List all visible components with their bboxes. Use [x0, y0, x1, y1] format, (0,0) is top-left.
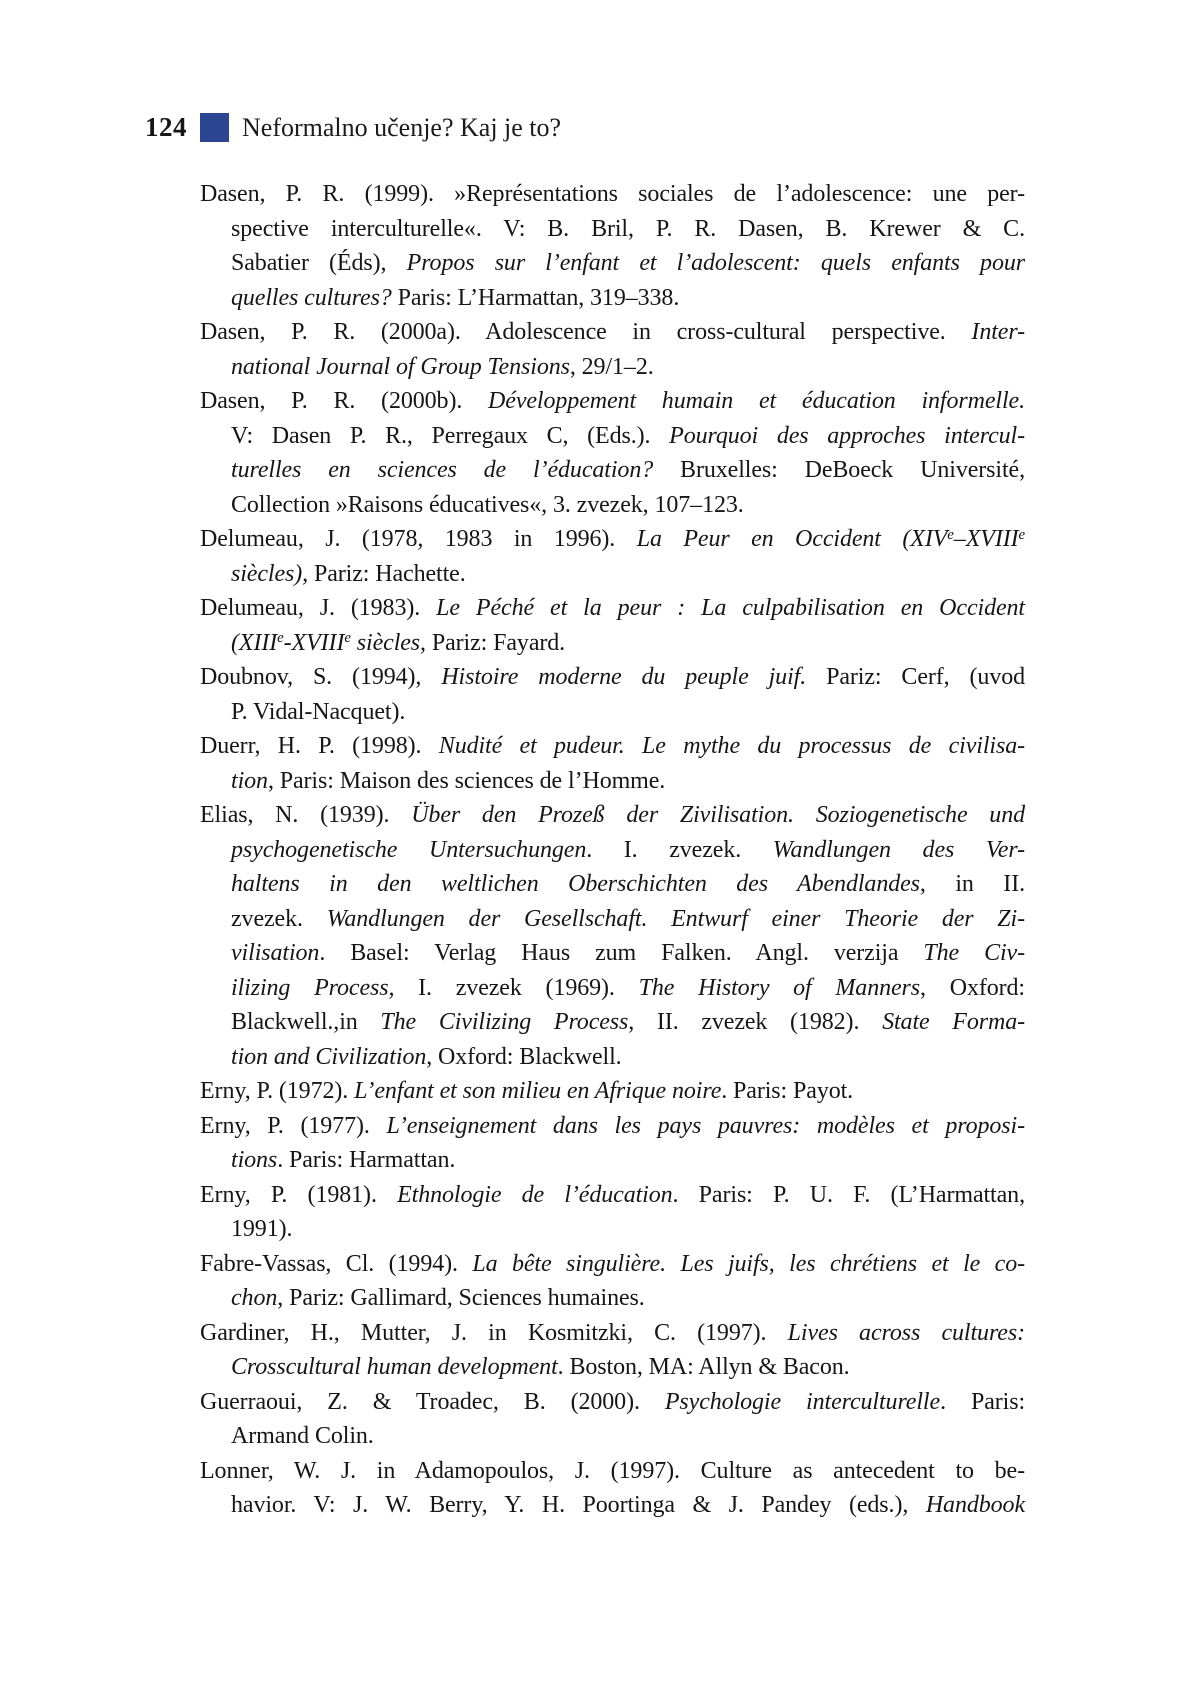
reference-text-segment: psychogenetische Untersuchungen: [231, 836, 587, 863]
reference-text-segment: ilizing Process,: [231, 974, 395, 1001]
reference-text-segment: Développement humain et éducation informelle.: [488, 388, 1025, 414]
reference-text-segment: havior. V: J. W. Berry, Y. H. Poortinga & J. Pandey (eds.),: [231, 1492, 926, 1518]
reference-text-segment: Delumeau, J. (1978, 1983 in 1996).: [200, 526, 637, 552]
reference-text-segment: Dasen, P. R. (2000b).: [200, 388, 489, 414]
reference-text-segment: , Pariz: Gallimard, Sciences humaines.: [277, 1285, 645, 1311]
reference-entry: [200, 1178, 1025, 1247]
reference-line: [200, 384, 1025, 419]
superscript: e: [1018, 526, 1026, 543]
reference-entry: [200, 1109, 1025, 1178]
reference-text-segment: Pariz: Cerf, (uvod: [806, 664, 1026, 690]
references-list: [200, 177, 1025, 1523]
reference-text-segment: L’enfant et son milieu en Afrique noire: [354, 1078, 722, 1104]
reference-line: [200, 212, 1025, 247]
reference-line: [200, 1074, 1025, 1109]
reference-text: [231, 867, 1025, 902]
reference-text-segment: siècles),: [231, 560, 309, 587]
reference-text-segment: The Civ-: [923, 940, 1025, 966]
reference-line: [200, 936, 1025, 971]
reference-text: [231, 453, 1025, 488]
superscript: e: [344, 630, 351, 647]
reference-text-segment: Inter-: [971, 319, 1025, 345]
reference-text-segment: turelles en sciences de l’éducation?: [231, 457, 654, 483]
reference-line: [200, 1143, 1025, 1178]
reference-text: [231, 488, 744, 523]
reference-text-segment: Collection »Raisons éducatives«, 3. zvezek, 107–123.: [231, 491, 744, 518]
reference-text-segment: Dasen, P. R. (2000a). Adolescence in cross-cultural perspective.: [200, 319, 972, 345]
reference-text: [200, 660, 1025, 695]
reference-text: [231, 212, 1025, 247]
reference-text-segment: Paris: L’Harmattan, 319–338.: [391, 284, 680, 311]
reference-entry: [200, 729, 1025, 798]
reference-line: [200, 833, 1025, 868]
reference-line: [200, 315, 1025, 350]
reference-text-segment: The History of Manners: [638, 974, 921, 1001]
reference-text-segment: Wandlungen des Ver-: [772, 836, 1025, 863]
reference-text-segment: I. zvezek (1969).: [394, 974, 639, 1001]
reference-line: [200, 1385, 1025, 1420]
reference-line: [200, 1109, 1025, 1144]
reference-line: [200, 246, 1025, 281]
reference-entry: [200, 798, 1025, 1074]
reference-text: [200, 729, 1025, 764]
reference-text-segment: . Boston, MA: Allyn & Bacon.: [557, 1354, 850, 1380]
reference-line: [200, 1005, 1025, 1040]
reference-text: [231, 1488, 1025, 1523]
reference-text-segment: Propos sur l’enfant et l’adolescent: quels enfants pour: [406, 250, 1025, 276]
reference-text: [231, 1281, 645, 1316]
reference-line: [200, 971, 1025, 1006]
reference-text-segment: quelles cultures?: [231, 284, 392, 311]
reference-text-segment: Armand Colin.: [231, 1423, 374, 1449]
reference-entry: [200, 1454, 1025, 1523]
reference-line: [200, 1316, 1025, 1351]
reference-text: [231, 1419, 374, 1454]
reference-text-segment: Bruxelles: DeBoeck Université,: [653, 457, 1025, 483]
reference-text-segment: Ethnologie de l’éducation: [397, 1181, 673, 1208]
reference-text-segment: [1019, 526, 1026, 552]
reference-text-segment: Pourquoi des approches intercul-: [669, 422, 1025, 449]
reference-text-segment: Nudité et pudeur. Le mythe du processus de civilisa-: [438, 733, 1025, 759]
page-number: 124: [145, 112, 187, 142]
reference-text-segment: -XVIII: [283, 629, 345, 656]
reference-line: [200, 1350, 1025, 1385]
reference-text-segment: vilisation: [231, 940, 320, 966]
reference-text-segment: , Oxford:: [920, 974, 1025, 1001]
reference-line: [200, 453, 1025, 488]
reference-text: [231, 1040, 622, 1075]
reference-text-segment: Delumeau, J. (1983).: [200, 595, 437, 621]
reference-text-segment: , II. zvezek (1982).: [628, 1009, 883, 1035]
reference-entry: [200, 660, 1025, 729]
reference-entry: [200, 1247, 1025, 1316]
running-title: Neformalno učenje? Kaj je to?: [242, 112, 562, 142]
reference-text-segment: Über den Prozeß der Zivilisation. Soziogenetische und: [411, 802, 1025, 828]
reference-entry: [200, 522, 1025, 591]
reference-line: [200, 798, 1025, 833]
reference-text-segment: Le Péché et la peur : La culpabilisation en Occident: [436, 595, 1025, 621]
reference-text: [231, 695, 405, 730]
reference-line: [200, 867, 1025, 902]
reference-text: [231, 246, 1025, 281]
reference-text-segment: Handbook: [925, 1492, 1025, 1518]
reference-text: [200, 798, 1025, 833]
reference-line: [200, 695, 1025, 730]
reference-text-segment: Pariz: Fayard.: [425, 629, 566, 656]
reference-line: [200, 1212, 1025, 1247]
reference-text: [200, 315, 1025, 350]
reference-line: [200, 557, 1025, 592]
reference-text-segment: , Oxford: Blackwell.: [426, 1043, 622, 1070]
reference-text-segment: Erny, P. (1981).: [200, 1181, 398, 1208]
reference-line: [200, 1419, 1025, 1454]
reference-text-segment: . I. zvezek.: [586, 836, 773, 863]
reference-text-segment: V: Dasen P. R., Perregaux C, (Eds.).: [231, 422, 670, 449]
reference-text-segment: spective interculturelle«. V: B. Bril, P. R. Dasen, B. Krewer & C.: [231, 215, 1025, 242]
reference-line: [200, 902, 1025, 937]
reference-text-segment: State Forma-: [882, 1009, 1026, 1035]
reference-text-segment: , 29/1–2.: [569, 353, 654, 380]
reference-entry: [200, 1385, 1025, 1454]
reference-text-segment: . Paris:: [940, 1388, 1026, 1415]
reference-text: [231, 626, 565, 661]
reference-text: [200, 1109, 1025, 1144]
reference-text-segment: Gardiner, H., Mutter, J. in Kosmitzki, C. (1997).: [200, 1319, 788, 1346]
reference-text-segment: P. Vidal-Nacquet).: [231, 698, 406, 725]
reference-text-segment: The Civilizing Process: [380, 1009, 629, 1035]
reference-line: [200, 1281, 1025, 1316]
reference-text-segment: Pariz: Hachette.: [308, 560, 466, 587]
reference-text-segment: . Basel: Verlag Haus zum Falken. Angl. verzija: [319, 940, 924, 966]
reference-text-segment: . Paris: Payot.: [721, 1078, 854, 1104]
reference-text-segment: zvezek.: [231, 905, 327, 932]
reference-text: [231, 936, 1025, 971]
reference-text: [200, 1074, 853, 1109]
reference-text-segment: , in II.: [919, 871, 1025, 897]
reference-text-segment: Lives across cultures:: [787, 1319, 1025, 1346]
reference-text-segment: Blackwell.,in: [231, 1009, 381, 1035]
reference-text-segment: Elias, N. (1939).: [200, 802, 412, 828]
reference-text-segment: Crosscultural human development: [231, 1354, 558, 1380]
reference-text: [231, 557, 466, 592]
reference-text-segment: Guerraoui, Z. & Troadec, B. (2000).: [200, 1388, 665, 1415]
reference-line: [200, 1488, 1025, 1523]
reference-line: [200, 281, 1025, 316]
reference-text-segment: Sabatier (Éds),: [231, 250, 407, 276]
reference-text: [200, 591, 1025, 626]
reference-text: [200, 1385, 1025, 1420]
reference-text: [200, 522, 1025, 557]
reference-text-segment: national Journal of Group Tensions: [231, 353, 570, 380]
reference-line: [200, 1247, 1025, 1282]
reference-text: [231, 1350, 850, 1385]
reference-entry: [200, 591, 1025, 660]
reference-text-segment: –XVIII: [953, 526, 1019, 552]
reference-text-segment: Psychologie interculturelle: [664, 1388, 941, 1415]
reference-text-segment: L’enseignement dans les pays pauvres: modèles et proposi-: [386, 1112, 1026, 1139]
reference-text: [200, 1316, 1025, 1351]
reference-line: [200, 660, 1025, 695]
reference-text-segment: haltens in den weltlichen Oberschichten des Abendlandes: [231, 871, 920, 897]
reference-line: [200, 764, 1025, 799]
reference-entry: [200, 1074, 1025, 1109]
reference-text-segment: chon: [231, 1285, 278, 1311]
reference-entry: [200, 177, 1025, 315]
reference-line: [200, 522, 1025, 557]
reference-line: [200, 177, 1025, 212]
reference-text: [231, 1005, 1025, 1040]
reference-text: [200, 177, 1025, 212]
reference-text: [231, 1212, 292, 1247]
reference-text: [231, 971, 1025, 1006]
reference-text-segment: Wandlungen der Gesellschaft. Entwurf einer Theorie der Zi-: [326, 905, 1026, 932]
superscript: e: [277, 630, 284, 647]
reference-text: [200, 1454, 1025, 1489]
reference-text-segment: La bête singulière. Les juifs, les chrétiens et le co-: [472, 1250, 1025, 1277]
reference-text-segment: tion: [231, 767, 268, 794]
reference-entry: [200, 1316, 1025, 1385]
superscript: e: [947, 526, 954, 543]
reference-entry: [200, 315, 1025, 384]
reference-text-segment: Duerr, H. P. (1998).: [200, 733, 439, 759]
reference-text-segment: tion and Civilization: [231, 1043, 427, 1070]
reference-line: [200, 1454, 1025, 1489]
reference-line: [200, 1040, 1025, 1075]
reference-text-segment: Histoire moderne du peuple juif.: [441, 664, 807, 690]
reference-text: [200, 384, 1025, 419]
reference-text: [231, 1143, 455, 1178]
reference-text-segment: Dasen, P. R. (1999). »Représentations sociales de l’adolescence: une per-: [200, 181, 1025, 207]
reference-text-segment: . Paris: P. U. F. (L’Harmattan,: [672, 1181, 1025, 1208]
reference-text-segment: Fabre-Vassas, Cl. (1994).: [200, 1250, 473, 1277]
reference-line: [200, 591, 1025, 626]
reference-text-segment: siècles,: [350, 629, 426, 656]
reference-text: [231, 281, 679, 316]
reference-text-segment: Lonner, W. J. in Adamopoulos, J. (1997). Culture as antecedent to be-: [200, 1457, 1025, 1484]
reference-text: [231, 350, 654, 385]
reference-text: [231, 419, 1025, 454]
reference-text-segment: tions: [231, 1147, 278, 1173]
reference-text: [200, 1247, 1025, 1282]
reference-line: [200, 419, 1025, 454]
reference-entry: [200, 384, 1025, 522]
reference-text-segment: (XIII: [231, 629, 278, 656]
reference-text-segment: 1991).: [231, 1216, 293, 1242]
reference-text: [231, 833, 1025, 868]
reference-text: [200, 1178, 1025, 1213]
page-header: [145, 112, 561, 143]
reference-text: [231, 764, 665, 799]
reference-text-segment: . Paris: Harmattan.: [277, 1147, 456, 1173]
reference-text-segment: Erny, P. (1977).: [200, 1112, 387, 1139]
reference-line: [200, 626, 1025, 661]
chapter-marker-icon: [200, 113, 229, 142]
reference-text: [231, 902, 1025, 937]
reference-text-segment: La Peur en Occident (XIV: [636, 526, 948, 552]
reference-text-segment: Doubnov, S. (1994),: [200, 664, 442, 690]
reference-line: [200, 488, 1025, 523]
reference-text-segment: , Paris: Maison des sciences de l’Homme.: [267, 767, 666, 794]
reference-text-segment: Erny, P. (1972).: [200, 1078, 355, 1104]
reference-line: [200, 729, 1025, 764]
reference-line: [200, 1178, 1025, 1213]
reference-line: [200, 350, 1025, 385]
